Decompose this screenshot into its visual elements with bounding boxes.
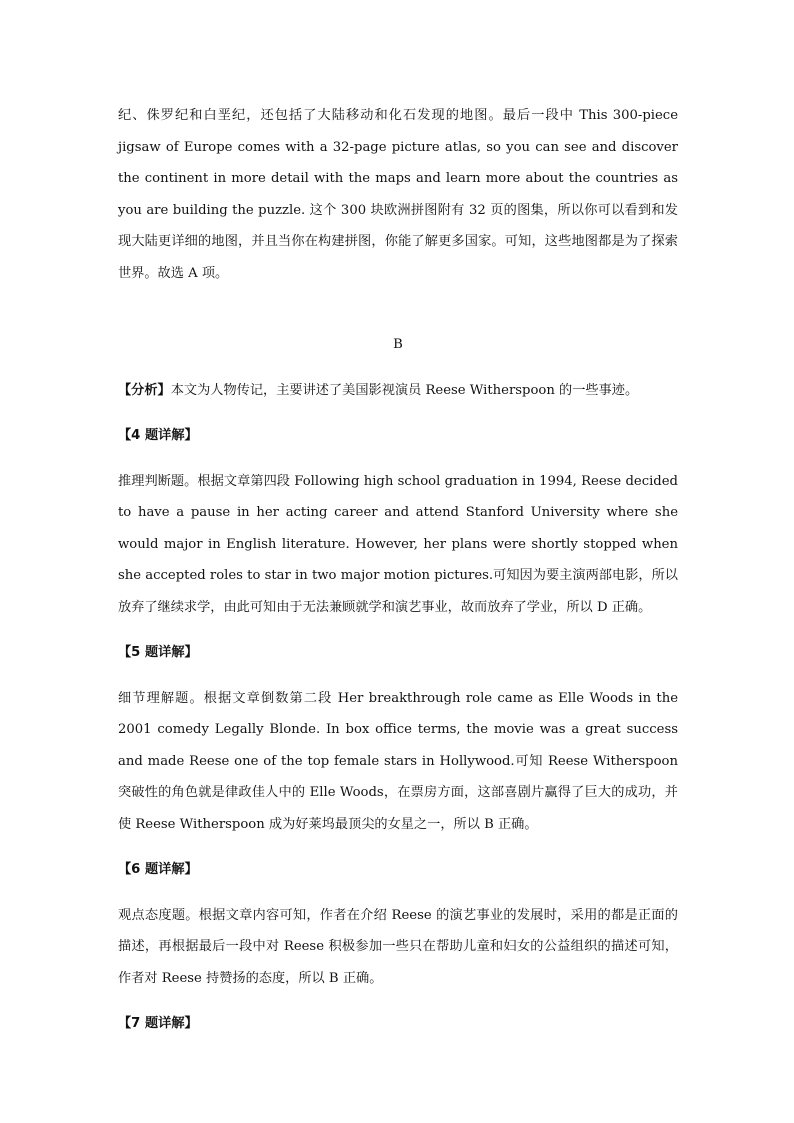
- spacer: [118, 886, 678, 900]
- question-6-heading: 【6 题详解】: [118, 862, 198, 877]
- passage-a-explanation-end: 纪、侏罗纪和白垩纪，还包括了大陆移动和化石发现的地图。最后一段中 This 300-piece jigsaw of Europe comes with a 32-page picture atlas, so you can see and discover the continent in more detail with the maps and learn more about the countries as you are building the puzzle. 这个 300 块欧洲拼图附有 32 页的图集，所以你可以看到和发现大陆更详细的地图，并且当你在构建拼图，你能了解更多国家。可知，这些地图都是为了探索世界。故选 A 项。: [118, 108, 678, 281]
- spacer: [118, 623, 678, 637]
- question-7-heading: 【7 题详解】: [118, 1016, 198, 1031]
- document-page: [118, 100, 678, 1040]
- analysis-text: 本文为人物传记，主要讲述了美国影视演员 Reese Witherspoon 的一些事迹。: [170, 382, 639, 398]
- question-5-heading: 【5 题详解】: [118, 645, 198, 660]
- spacer: [118, 994, 678, 1008]
- section-letter: B: [393, 337, 403, 352]
- spacer: [118, 406, 678, 420]
- spacer: [118, 669, 678, 683]
- question-6-explanation: 观点态度题。根据文章内容可知，作者在介绍 Reese 的演艺事业的发展时，采用的都是正面的描述，再根据最后一段中对 Reese 积极参加一些只在帮助儿童和妇女的公益组织的描述可知，作者对 Reese 持赞扬的态度，所以 B 正确。: [118, 907, 678, 986]
- analysis-label: 【分析】: [118, 382, 171, 398]
- spacer: [118, 361, 678, 375]
- question-5-explanation: 细节理解题。根据文章倒数第二段 Her breakthrough role came as Elle Woods in the 2001 comedy Legally Blonde. In box office terms, the movie was a great success and made Reese one of the top female stars in Hollywood.可知 Reese Witherspoon 突破性的角色就是律政佳人中的 Elle Woods，在票房方面，这部喜剧片赢得了巨大的成功，并使 Reese Witherspoon 成为好莱坞最顶尖的女星之一，所以 B 正确。: [118, 690, 678, 832]
- question-4-heading: 【4 题详解】: [118, 428, 198, 443]
- spacer: [118, 289, 678, 329]
- spacer: [118, 452, 678, 466]
- spacer: [118, 840, 678, 854]
- analysis-paragraph: [118, 375, 678, 407]
- question-4-explanation: 推理判断题。根据文章第四段 Following high school graduation in 1994, Reese decided to have a pause in her acting career and attend Stanford University where she would major in English literature. However, her plans were shortly stopped when she accepted roles to star in two major motion pictures.可知因为要主演两部电影，所以放弃了继续求学，由此可知由于无法兼顾就学和演艺事业，故而放弃了学业，所以 D 正确。: [118, 473, 678, 615]
